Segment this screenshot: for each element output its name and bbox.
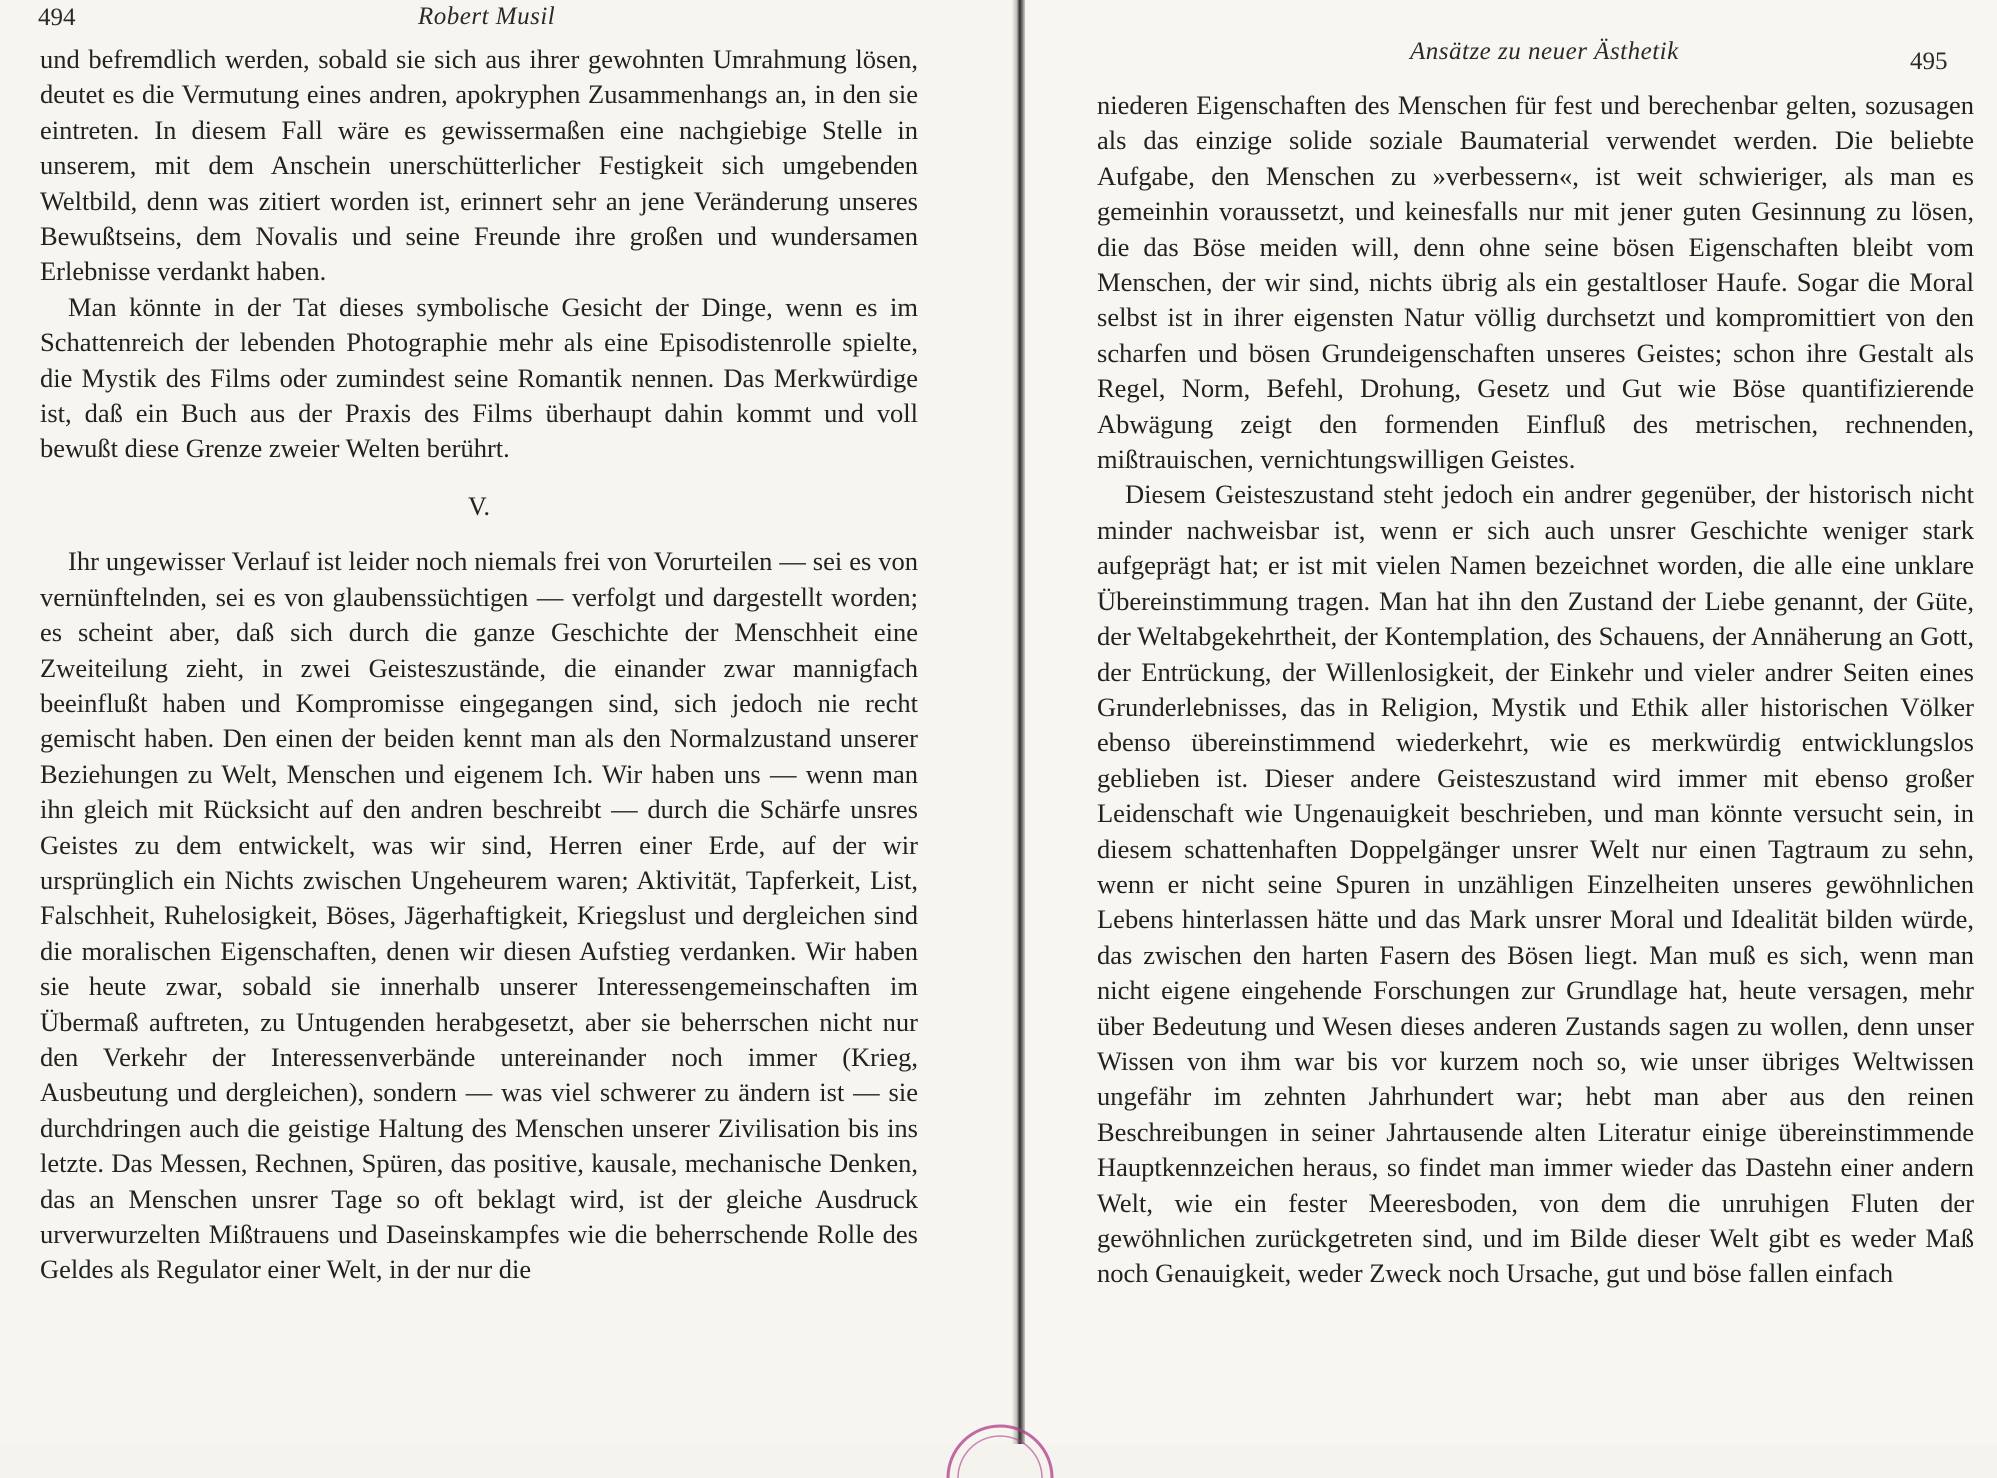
paragraph: niederen Eigenschaften des Menschen für fest und berechenbar gelten, sozusagen als das einzige solide soziale Baumaterial verwendet werden. Die beliebte Aufgabe, den Menschen zu »verbessern«, ist weit schwieriger, als man es gemeinhin voraussetzt, und keinesfalls nur mit jener guten Gesinnung zu lösen, die das Böse meiden will, denn ohne seine bösen Eigenschaften bleibt vom Menschen, der wir sind, nichts übrig als ein gestaltloser Haufe. Sogar die Moral selbst ist in ihrer eigensten Natur völlig durchsetzt und kompromittiert von den scharfen und bösen Grundeigenschaften unseres Geistes; schon ihre Gestalt als Regel, Norm, Befehl, Drohung, Gesetz und Gut wie Böse quantifizierende Abwägung zeigt den formenden Einfluß des metrischen, rechnenden, mißtrauischen, vernichtungswilligen Geistes. bbox=[1097, 90, 1974, 475]
left-page-text bbox=[40, 42, 918, 1288]
left-page bbox=[0, 0, 1015, 1444]
running-head-left: Robert Musil bbox=[418, 3, 556, 30]
page-number-left: 494 bbox=[38, 4, 76, 31]
paragraph: Diesem Geisteszustand steht jedoch ein andrer gegenüber, der historisch nicht minder nachweisbar ist, wenn er sich auch unsrer Geschichte weniger stark aufgeprägt hat; er ist mit vielen Namen bezeichnet worden, die alle eine unklare Übereinstimmung tragen. Man hat ihn den Zustand der Liebe genannt, der Güte, der Weltabgekehrtheit, der Kontemplation, des Schauens, der Annäherung an Gott, der Entrückung, der Willenlosigkeit, der Einkehr und vieler andrer Seiten eines Grunderlebnisses, das in Religion, Mystik und Ethik aller historischen Völker ebenso übereinstimmend wiederkehrt, wie es merkwürdig entwicklungslos geblieben ist. Dieser andere Geisteszustand wird immer mit ebenso großer Leidenschaft wie Ungenauigkeit beschrieben, und man könnte versucht sein, in diesem schattenhaften Doppelgänger unsrer Welt nur einen Tagtraum zu sehn, wenn er nicht seine Spuren in unzähligen Einzelheiten unseres gewöhnlichen Lebens hinterlassen hätte und das Mark unsrer Moral und Idealität bilden würde, das zwischen den harten Fasern des Bösen liegt. Man muß es sich, wenn man nicht eigene eingehende Forschungen zur Grundlage hat, heute versagen, mehr über Bedeutung und Wesen dieses anderen Zustands sagen zu wollen, denn unser Wissen von ihm war bis vor kurzem noch so, wie unser übriges Weltwissen ungefähr im zehnten Jahrhundert war; hebt man aber aus den reinen Beschreibungen in seiner Jahrtausende alten Literatur einige übereinstimmende Hauptkennzeichen heraus, so findet man immer wieder das Dastehn einer andern Welt, wie ein fester Meeresboden, von dem die unruhigen Fluten der gewöhnlichen zurückgetreten sind, und im Bilde dieser Welt gibt es weder Maß noch Genauigkeit, weder Zweck noch Ursache, gut und böse fallen einfach bbox=[1097, 479, 1974, 1289]
right-page-text bbox=[1097, 88, 1974, 1292]
paragraph: Man könnte in der Tat dieses symbolische Gesicht der Dinge, wenn es im Schattenreich der lebenden Photographie mehr als eine Episodistenrolle spielte, die Mystik des Films oder zumindest seine Romantik nennen. Das Merkwürdige ist, daß ein Buch aus der Praxis des Films überhaupt dahin kommt und voll bewußt diese Grenze zweier Welten berührt. bbox=[40, 291, 918, 464]
paragraph: Ihr ungewisser Verlauf ist leider noch niemals frei von Vorurteilen — sei es von vernünftelnden, sei es von glaubenssüchtigen — verfolgt und dargestellt worden; es scheint aber, daß sich durch die ganze Geschichte der Menschheit eine Zweiteilung zieht, in zwei Geisteszustände, die einander zwar mannigfach beeinflußt haben und Kompromisse eingegangen sind, sich jedoch nie recht gemischt haben. Den einen der beiden kennt man als den Normalzustand unserer Beziehungen zu Welt, Menschen und eigenem Ich. Wir haben uns — wenn man ihn gleich mit Rücksicht auf den andren beschreibt — durch die Schärfe unsres Geistes zu dem entwickelt, was wir sind, Herren einer Erde, auf der wir ursprünglich ein Nichts zwischen Ungeheurem waren; Aktivität, Tapferkeit, List, Falschheit, Ruhelosigkeit, Böses, Jägerhaftigkeit, Kriegslust und dergleichen sind die moralischen Eigenschaften, denen wir diesen Aufstieg verdanken. Wir haben sie heute zwar, sobald sie innerhalb unserer Interessengemeinschaften im Übermaß auftreten, zu Untugenden herabgesetzt, aber sie beherrschen nicht nur den Verkehr der Interessenverbände untereinander noch immer (Krieg, Ausbeutung und dergleichen), sondern — was viel schwerer zu ändern ist — sie durchdringen auch die geistige Haltung des Menschen unserer Zivilisation bis ins letzte. Das Messen, Rechnen, Spüren, das positive, kausale, mechanische Denken, das an Menschen unsrer Tage so oft beklagt wird, ist der gleiche Ausdruck urverwurzelten Mißtrauens und Daseinskampfes wie die beherrschende Rolle des Geldes als Regulator einer Welt, in der nur die bbox=[40, 546, 918, 1285]
running-head-right: Ansätze zu neuer Ästhetik bbox=[1410, 38, 1679, 65]
page-number-right: 495 bbox=[1910, 48, 1948, 75]
library-stamp-icon bbox=[940, 1398, 1060, 1478]
section-heading: V. bbox=[468, 491, 490, 521]
paragraph: und befremdlich werden, sobald sie sich aus ihrer gewohnten Umrahmung lösen, deutet es die Vermutung eines andren, apokryphen Zusammenhangs an, in den sie eintreten. In diesem Fall wäre es gewissermaßen eine nachgiebige Stelle in unserem, mit dem Anschein unerschütterlicher Festigkeit sich umgebenden Weltbild, denn was zitiert worden ist, erinnert sehr an jene Veränderung unseres Bewußtseins, dem Novalis und seine Freunde ihre großen und wundersamen Erlebnisse verdankt haben. bbox=[40, 44, 918, 287]
right-page bbox=[1025, 0, 1997, 1444]
